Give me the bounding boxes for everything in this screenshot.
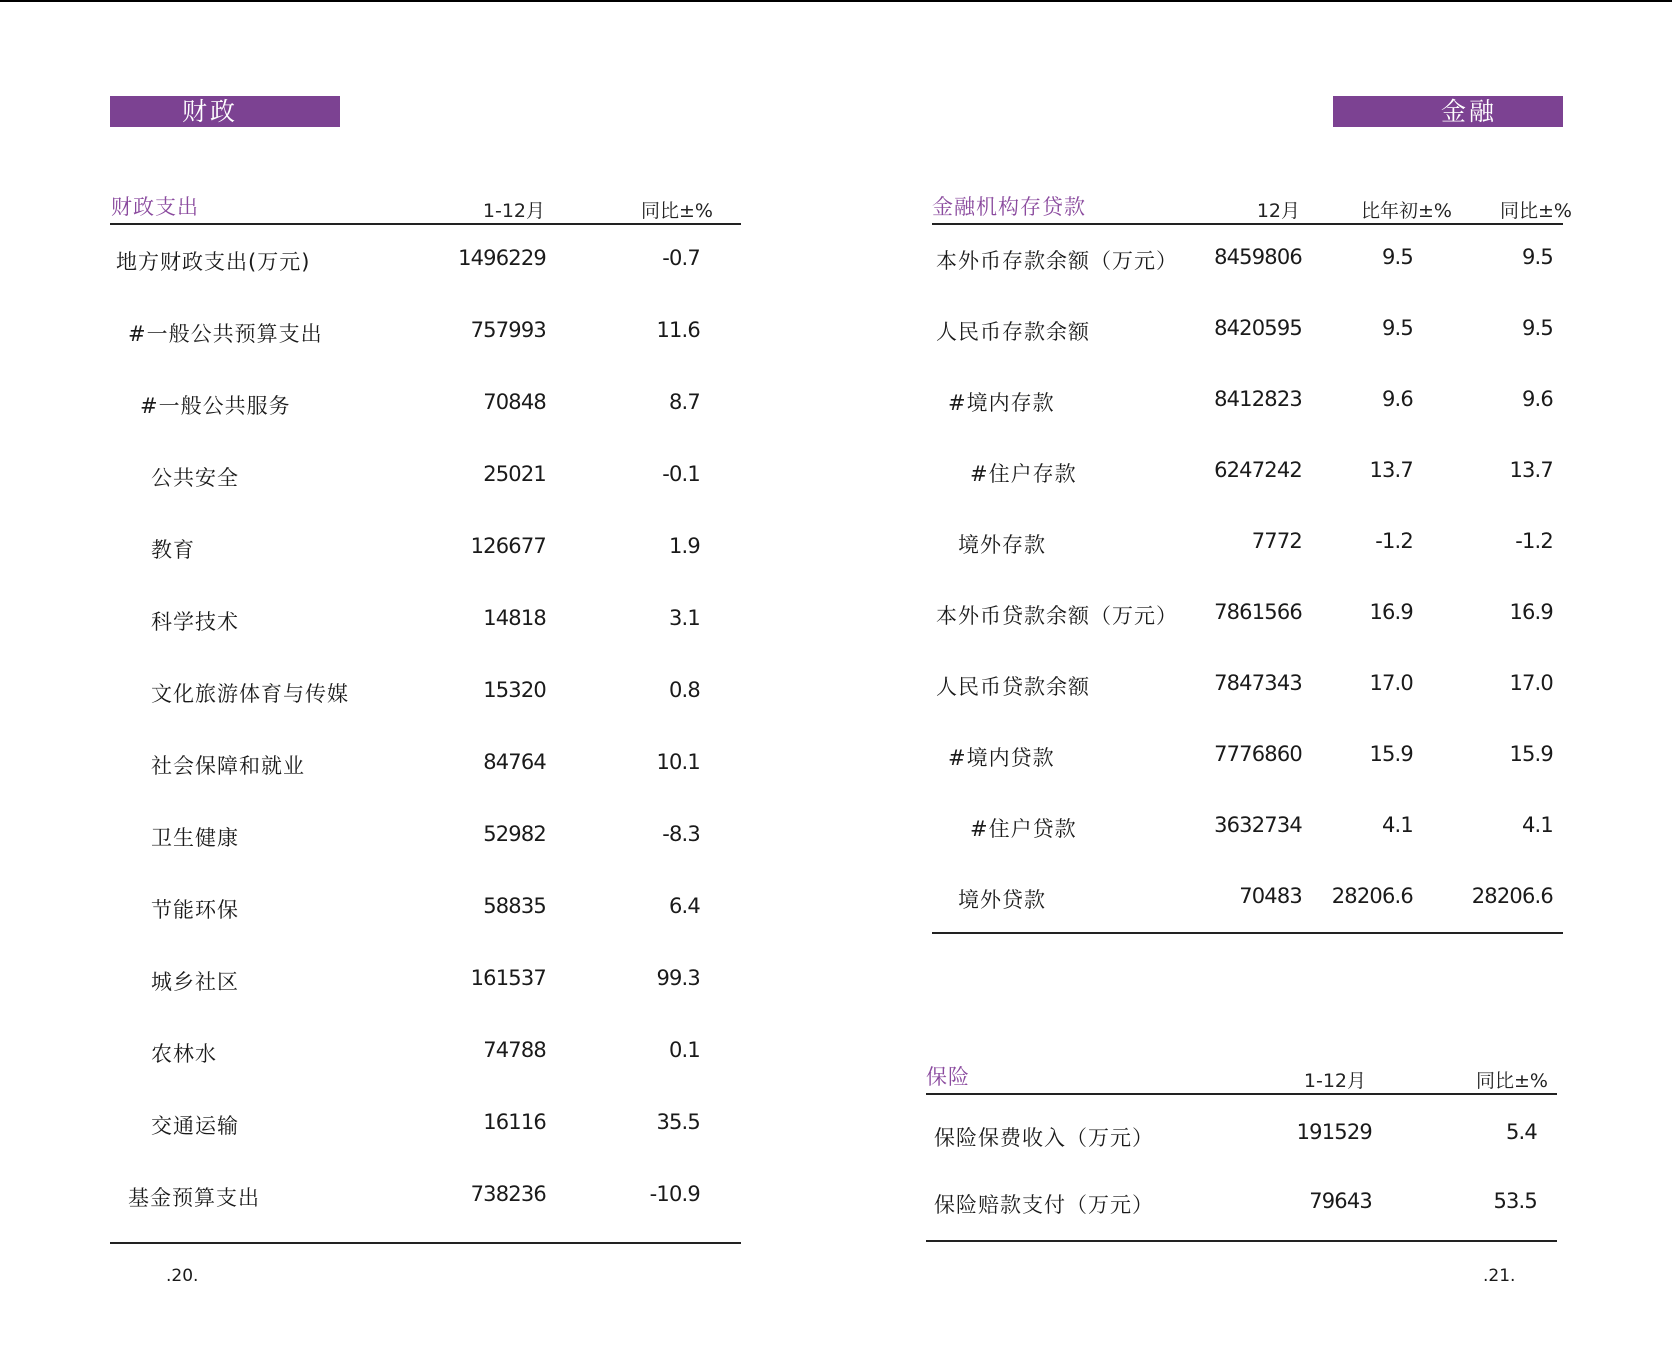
row-value: 8412823: [1214, 387, 1302, 411]
row-yoy: 11.6: [656, 318, 700, 342]
page-number-left: .20.: [166, 1266, 199, 1286]
row-yoy: -0.7: [662, 246, 700, 270]
row-value: 738236: [470, 1182, 546, 1206]
row-value: 3632734: [1214, 813, 1302, 837]
col-header-yoy: 同比±%: [1476, 1070, 1548, 1092]
row-yoy: 35.5: [656, 1110, 700, 1134]
banner-label: 金融: [1441, 97, 1498, 126]
row-label: #住户贷款: [970, 817, 1077, 841]
banner-label: 财政: [182, 97, 239, 126]
row-label: #一般公共服务: [140, 394, 291, 418]
col-header-yoy: 同比±%: [641, 200, 713, 222]
section-banner-banking: [1333, 96, 1563, 127]
row-yoy: 9.6: [1522, 387, 1553, 411]
row-label: 交通运输: [151, 1114, 239, 1138]
row-ytd: 16.9: [1369, 600, 1413, 624]
section-title-fiscal-expenditure: 财政支出: [111, 195, 199, 219]
row-value: 161537: [470, 966, 546, 990]
row-value: 126677: [470, 534, 546, 558]
row-yoy: 10.1: [656, 750, 700, 774]
row-yoy: -0.1: [662, 462, 700, 486]
row-label: 人民币贷款余额: [936, 675, 1090, 699]
table-header-rule: [932, 223, 1563, 225]
row-value: 16116: [483, 1110, 546, 1134]
row-ytd: 9.5: [1382, 316, 1413, 340]
table-bottom-rule: [110, 1242, 741, 1244]
row-value: 70483: [1239, 884, 1302, 908]
row-label: 社会保障和就业: [151, 754, 305, 778]
row-yoy: 4.1: [1522, 813, 1553, 837]
row-yoy: -10.9: [649, 1182, 700, 1206]
row-yoy: 28206.6: [1471, 884, 1553, 908]
row-ytd: 4.1: [1382, 813, 1413, 837]
row-value: 191529: [1296, 1120, 1372, 1144]
row-yoy: 1.9: [669, 534, 700, 558]
row-value: 7772: [1251, 529, 1302, 553]
row-yoy: -8.3: [662, 822, 700, 846]
row-yoy: 6.4: [669, 894, 700, 918]
row-ytd: 13.7: [1369, 458, 1413, 482]
row-label: 节能环保: [151, 898, 239, 922]
row-yoy: 53.5: [1493, 1189, 1537, 1213]
row-yoy: 9.5: [1522, 316, 1553, 340]
row-label: 本外币贷款余额（万元）: [936, 604, 1178, 628]
row-label: 城乡社区: [151, 970, 239, 994]
row-yoy: 5.4: [1506, 1120, 1537, 1144]
row-label: #境内贷款: [948, 746, 1055, 770]
col-header-ytd: 比年初±%: [1361, 200, 1452, 222]
row-value: 25021: [483, 462, 546, 486]
row-value: 58835: [483, 894, 546, 918]
col-header-period: 1-12月: [482, 200, 545, 222]
row-yoy: 0.8: [669, 678, 700, 702]
row-yoy: -1.2: [1515, 529, 1553, 553]
row-yoy: 8.7: [669, 390, 700, 414]
section-title-deposits-loans: 金融机构存贷款: [932, 195, 1086, 219]
row-ytd: 15.9: [1369, 742, 1413, 766]
row-label: 境外贷款: [958, 888, 1046, 912]
table-bottom-rule: [932, 932, 1563, 934]
row-value: 7861566: [1214, 600, 1302, 624]
page-number-right: .21.: [1483, 1266, 1516, 1286]
row-label: #境内存款: [948, 391, 1055, 415]
row-value: 7776860: [1214, 742, 1302, 766]
col-header-period: 1-12月: [1303, 1070, 1366, 1092]
table-header-rule: [926, 1093, 1557, 1095]
row-ytd: 28206.6: [1331, 884, 1413, 908]
row-value: 70848: [483, 390, 546, 414]
row-value: 74788: [483, 1038, 546, 1062]
row-ytd: 9.6: [1382, 387, 1413, 411]
table-header-rule: [110, 223, 741, 225]
row-yoy: 13.7: [1509, 458, 1553, 482]
row-label: 境外存款: [958, 533, 1046, 557]
col-header-yoy: 同比±%: [1500, 200, 1572, 222]
row-value: 757993: [470, 318, 546, 342]
row-value: 15320: [483, 678, 546, 702]
row-value: 6247242: [1214, 458, 1302, 482]
row-label: #一般公共预算支出: [128, 322, 323, 346]
row-value: 52982: [483, 822, 546, 846]
row-yoy: 9.5: [1522, 245, 1553, 269]
col-header-month: 12月: [1256, 200, 1300, 222]
row-label: 卫生健康: [151, 826, 239, 850]
row-label: 文化旅游体育与传媒: [151, 682, 349, 706]
table-bottom-rule: [926, 1240, 1557, 1242]
row-ytd: 17.0: [1369, 671, 1413, 695]
row-label: 人民币存款余额: [936, 320, 1090, 344]
row-value: 8459806: [1214, 245, 1302, 269]
row-label: 保险赔款支付（万元）: [934, 1193, 1154, 1217]
row-ytd: -1.2: [1375, 529, 1413, 553]
row-label: 保险保费收入（万元）: [934, 1126, 1154, 1150]
row-label: 教育: [151, 538, 195, 562]
top-border-line: [0, 0, 1672, 2]
row-label: 农林水: [151, 1042, 217, 1066]
row-value: 14818: [483, 606, 546, 630]
row-label: 科学技术: [151, 610, 239, 634]
row-value: 1496229: [458, 246, 546, 270]
row-label: 本外币存款余额（万元）: [936, 249, 1178, 273]
row-label: 基金预算支出: [128, 1186, 260, 1210]
row-ytd: 9.5: [1382, 245, 1413, 269]
row-yoy: 17.0: [1509, 671, 1553, 695]
row-value: 8420595: [1214, 316, 1302, 340]
row-yoy: 16.9: [1509, 600, 1553, 624]
section-banner-finance: [110, 96, 340, 127]
row-yoy: 99.3: [656, 966, 700, 990]
row-yoy: 3.1: [669, 606, 700, 630]
row-yoy: 15.9: [1509, 742, 1553, 766]
row-label: 公共安全: [151, 466, 239, 490]
row-value: 84764: [483, 750, 546, 774]
row-value: 7847343: [1214, 671, 1302, 695]
row-label: 地方财政支出(万元): [116, 250, 311, 274]
row-yoy: 0.1: [669, 1038, 700, 1062]
section-title-insurance: 保险: [926, 1065, 970, 1089]
row-label: #住户存款: [970, 462, 1077, 486]
row-value: 79643: [1309, 1189, 1372, 1213]
